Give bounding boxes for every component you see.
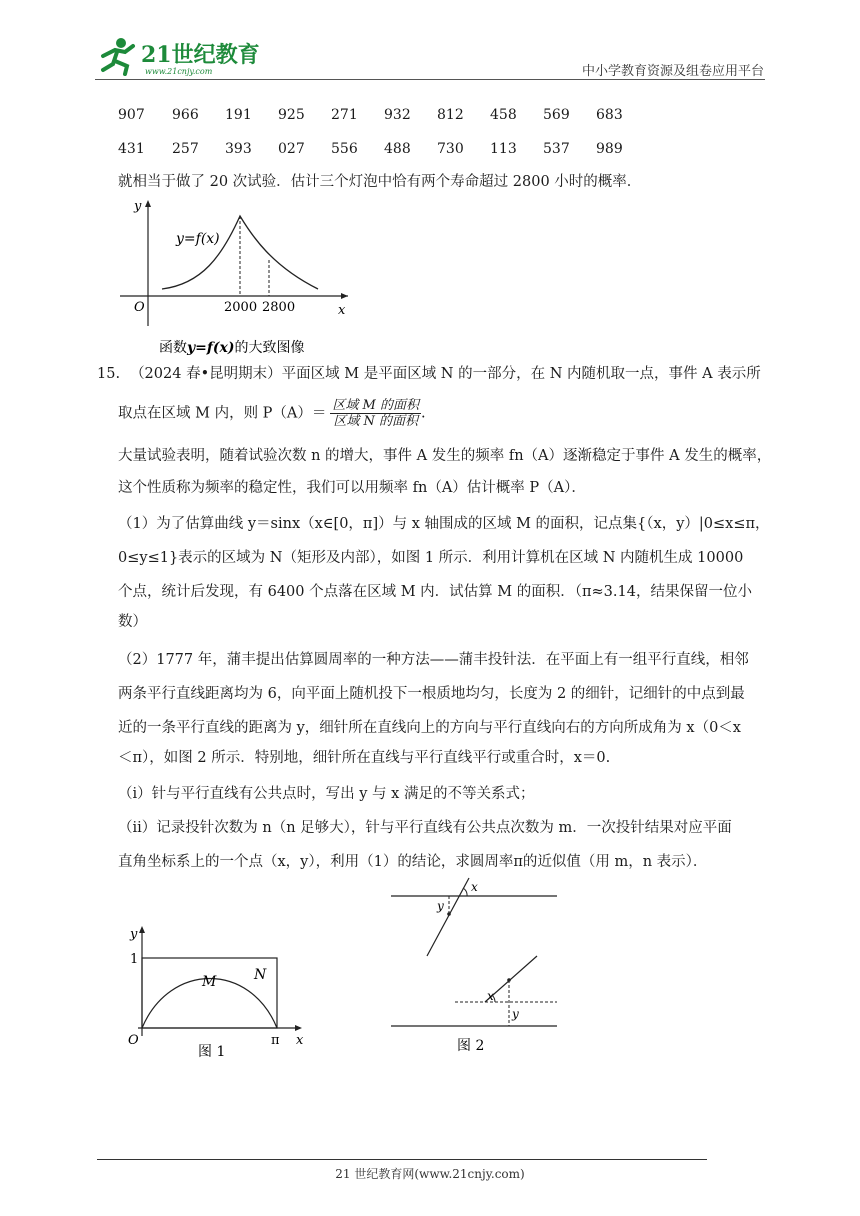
random-number: 191: [225, 107, 252, 123]
angle-x-label-top: x: [471, 880, 478, 894]
question-15-line-7: 个点，统计后发现，有 6400 个点落在区域 M 内．试估算 M 的面积．（π≈3.14，结果保留一位小: [118, 584, 752, 600]
question-15-part-i: （i）针与平行直线有公共点时，写出 y 与 x 满足的不等关系式；: [118, 786, 535, 802]
y-axis-label: y: [130, 927, 138, 942]
question-15-line-2: 取点在区域 M 内，则 P（A）＝ $\frac{\text{区域 M 的面积}}{\text{区域 N 的面积}}$ .: [118, 398, 426, 429]
region-n-label: N: [254, 967, 267, 983]
figure-2-buffon-needle: [385, 874, 575, 1059]
y-axis-arrow-icon: [145, 200, 151, 207]
random-number: 113: [490, 141, 517, 157]
random-number: 932: [384, 107, 411, 123]
question-15-line-10: 两条平行直线距离均为 6，向平面上随机投下一根质地均匀，长度为 2 的细针，记细针的中点到最: [118, 686, 745, 702]
random-number: 537: [543, 141, 570, 157]
y-axis-arrow-icon: [139, 926, 145, 933]
question-15-line-11: 近的一条平行直线的距离为 y，细针所在直线向上的方向与平行直线向右的方向所成角为 x（0＜x: [118, 720, 741, 736]
site-logo: [95, 36, 265, 78]
x-axis-arrow-icon: [295, 1025, 302, 1031]
random-number: 907: [118, 107, 145, 123]
question-15-line-3: 大量试验表明，随着试验次数 n 的增大，事件 A 发生的频率 fn（A）逐渐稳定于事件 A 发生的概率，: [118, 448, 772, 464]
x-axis-label: x: [338, 303, 346, 318]
x-axis-arrow-icon: [341, 293, 348, 299]
random-number: 458: [490, 107, 517, 123]
origin-label: O: [134, 300, 145, 315]
random-number: 569: [543, 107, 570, 123]
question-number: 15.: [97, 366, 121, 382]
figure-1-caption: 图 1: [198, 1044, 226, 1060]
random-number: 989: [596, 141, 623, 157]
header-platform-text: 中小学教育资源及组卷应用平台: [581, 64, 764, 79]
question-15-line-9: （2）1777 年，蒲丰提出估算圆周率的一种方法——蒲丰投针法．在平面上有一组平行直线，相邻: [118, 652, 749, 668]
angle-x-label-bottom: x: [487, 989, 494, 1003]
question-15-line-4: 这个性质称为频率的稳定性，我们可以用频率 fn（A）估计概率 P（A）．: [118, 480, 586, 496]
random-number: 966: [172, 107, 199, 123]
question-15-line-8: 数）: [118, 614, 147, 630]
question-15-part-ii-cont: 直角坐标系上的一个点（x，y），利用（1）的结论，求圆周率π的近似值（用 m，n 表示）．: [118, 854, 708, 870]
pi-label: π: [271, 1033, 280, 1048]
figure-caption: 函数y=f(x)的大致图像: [159, 340, 305, 356]
logo-text: 21世纪教育: [141, 42, 260, 68]
question-15-line-1: 15. （2024 春•昆明期末）平面区域 M 是平面区域 N 的一部分，在 N 内随机取一点，事件 A 表示所: [97, 366, 761, 382]
tick-label-2800: 2800: [262, 300, 296, 315]
needle-top: [427, 878, 469, 956]
question-15-line-5: （1）为了估算曲线 y＝sinx（x∈[0，π]）与 x 轴围成的区域 M 的面积，记点集{（x，y）|0≤x≤π，: [118, 516, 770, 532]
y-axis-label: y: [134, 199, 142, 214]
random-number: 271: [331, 107, 358, 123]
figure-1-sine-region: [110, 922, 310, 1062]
random-number: 925: [278, 107, 305, 123]
q14-conclusion-text: 就相当于做了 20 次试验．估计三个灯泡中恰有两个寿命超过 2800 小时的概率．: [118, 174, 642, 190]
footer-link-text[interactable]: 21 世纪教育网(www.21cnjy.com): [335, 1167, 525, 1181]
random-number: 683: [596, 107, 623, 123]
probability-fraction: $\frac{\text{区域 M 的面积}}{\text{区域 N 的面积}}$: [332, 398, 419, 429]
density-curve-figure: [112, 196, 362, 358]
header-divider: [95, 79, 765, 80]
x-axis-label: x: [296, 1033, 304, 1048]
origin-label: O: [128, 1033, 139, 1048]
figure-2-caption: 图 2: [457, 1038, 485, 1054]
footer-divider: [97, 1159, 707, 1160]
y-value-one-label: 1: [130, 952, 139, 967]
needle-top-midpoint: [447, 912, 451, 916]
random-number: 431: [118, 141, 145, 157]
random-number: 393: [225, 141, 252, 157]
logo-url: www.21cnjy.com: [145, 67, 213, 76]
random-number: 730: [437, 141, 464, 157]
needle-bottom-midpoint: [507, 978, 511, 982]
function-label: y=f(x): [176, 231, 220, 247]
random-number: 257: [172, 141, 199, 157]
region-m-label: M: [202, 974, 217, 990]
tick-label-2000: 2000: [224, 300, 258, 315]
question-15-line-12: ＜π），如图 2 所示．特别地，细针所在直线与平行直线平行或重合时，x＝0.: [118, 750, 611, 766]
distance-y-label-top: y: [437, 899, 444, 913]
random-number: 488: [384, 141, 411, 157]
question-15-part-ii: （ii）记录投针次数为 n（n 足够大），针与平行直线有公共点次数为 m．一次投针结果对应平面: [118, 820, 732, 836]
random-number: 556: [331, 141, 358, 157]
random-number: 027: [278, 141, 305, 157]
random-number: 812: [437, 107, 464, 123]
distance-y-label-bottom: y: [512, 1007, 519, 1021]
runner-logo-icon: [95, 36, 265, 78]
question-15-line-6: 0≤y≤1}表示的区域为 N（矩形及内部），如图 1 所示．利用计算机在区域 N 内随机生成 10000: [118, 550, 744, 566]
